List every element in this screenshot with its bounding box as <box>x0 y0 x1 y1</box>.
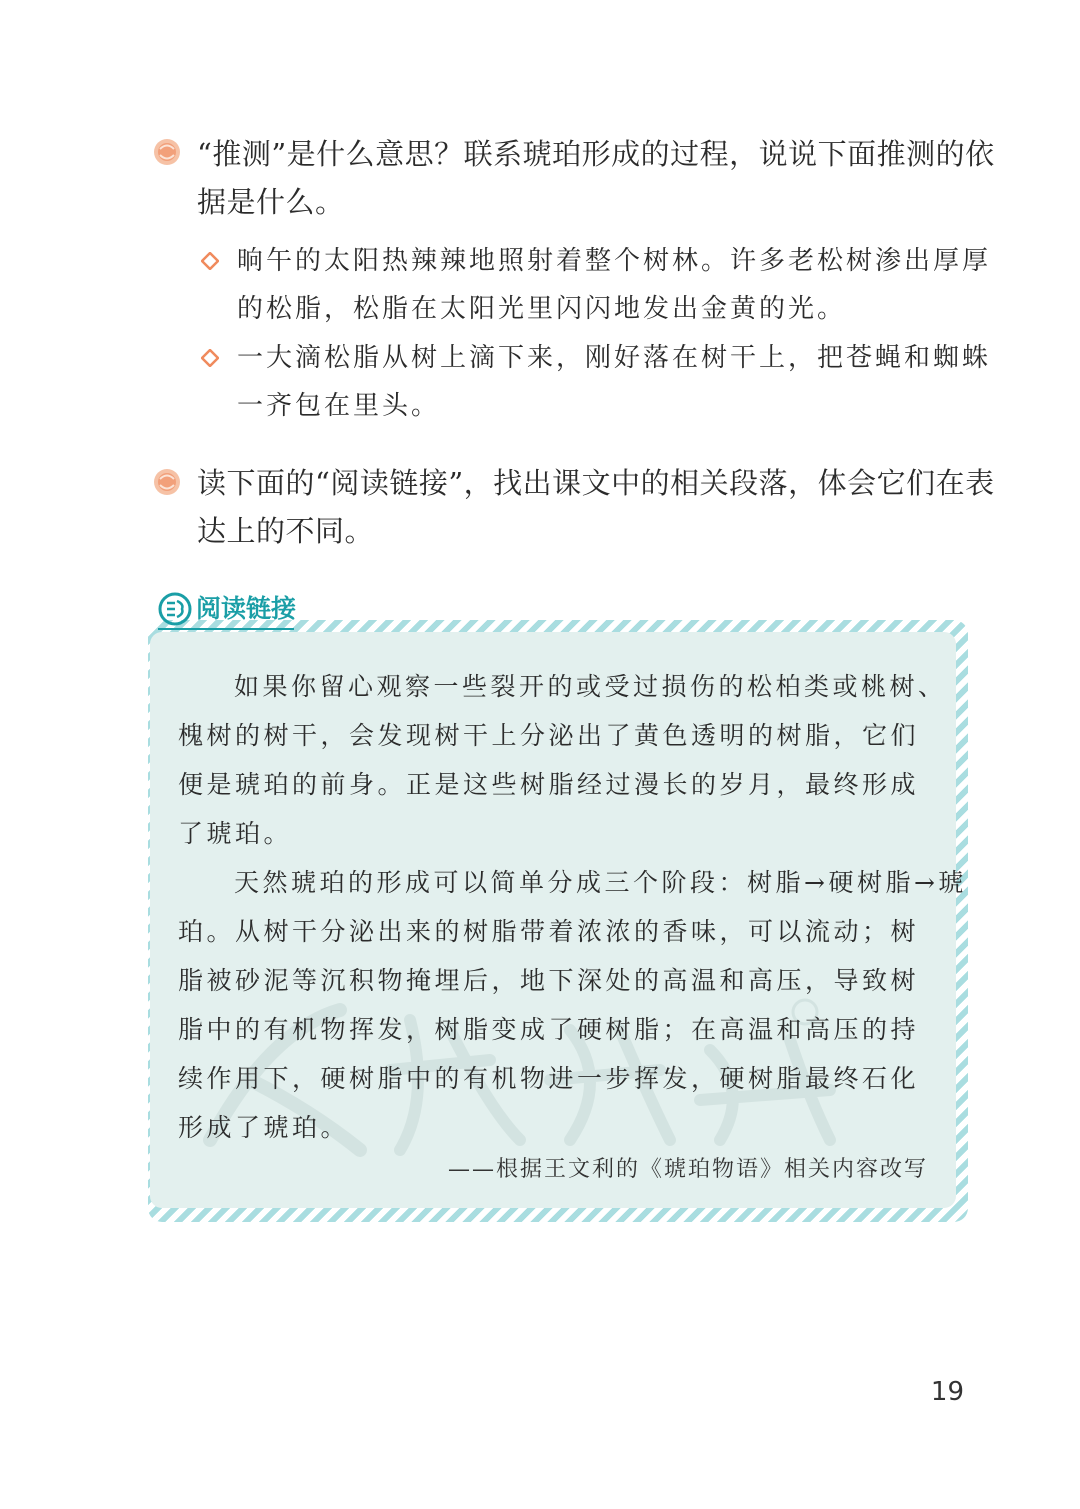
question-1-line-1: “推测”是什么意思？联系琥珀形成的过程，说说下面推测的依 <box>197 137 995 171</box>
reading-p1-line-4: 了琥珀。 <box>178 819 293 848</box>
reading-p1-line-2: 槐树的树干，会发现树干上分泌出了黄色透明的树脂，它们 <box>178 721 920 750</box>
reading-paragraph-1 <box>178 662 947 858</box>
question-2-line-1: 读下面的“阅读链接”，找出课文中的相关段落，体会它们在表 <box>197 466 995 500</box>
reading-p2-line-1: 天然琥珀的形成可以简单分成三个阶段：树脂→硬树脂→琥 <box>234 868 967 897</box>
reading-p2-line-6: 形成了琥珀。 <box>178 1113 350 1142</box>
detail-2 <box>237 334 992 430</box>
question-1 <box>197 130 995 226</box>
reading-p2-line-2: 珀。从树干分泌出来的树脂带着浓浓的香味，可以流动；树 <box>178 917 920 946</box>
reading-link-title: 阅读链接 <box>196 594 297 623</box>
question-bullet-icon <box>152 467 182 497</box>
question-2-line-2: 达上的不同。 <box>197 514 375 548</box>
reading-p2-line-4: 脂中的有机物挥发，树脂变成了硬树脂；在高温和高压的持 <box>178 1015 920 1044</box>
detail-1-line-2: 的松脂，松脂在太阳光里闪闪地发出金黄的光。 <box>237 294 847 324</box>
book-icon <box>158 592 192 626</box>
diamond-bullet-icon <box>201 349 219 367</box>
detail-2-line-2: 一齐包在里头。 <box>237 391 441 421</box>
source-citation: ——根据王文利的《琥珀物语》相关内容改写 <box>447 1157 928 1182</box>
detail-1 <box>237 237 992 333</box>
reading-p1-line-1: 如果你留心观察一些裂开的或受过损伤的松柏类或桃树、 <box>234 672 947 701</box>
question-1-line-2: 据是什么。 <box>197 185 345 219</box>
reading-link-underline <box>158 628 294 630</box>
detail-1-line-1: 晌午的太阳热辣辣地照射着整个树林。许多老松树渗出厚厚 <box>237 246 992 276</box>
question-bullet-icon <box>152 137 182 167</box>
reading-p2-line-3: 脂被砂泥等沉积物掩埋后，地下深处的高温和高压，导致树 <box>178 966 920 995</box>
reading-paragraph-2 <box>178 858 967 1152</box>
page-number: 19 <box>930 1377 964 1407</box>
reading-p1-line-3: 便是琥珀的前身。正是这些树脂经过漫长的岁月，最终形成 <box>178 770 920 799</box>
detail-2-line-1: 一大滴松脂从树上滴下来，刚好落在树干上，把苍蝇和蜘蛛 <box>237 343 992 373</box>
reading-p2-line-5: 续作用下，硬树脂中的有机物进一步挥发，硬树脂最终石化 <box>178 1064 920 1093</box>
question-2 <box>197 459 995 555</box>
diamond-bullet-icon <box>201 252 219 270</box>
